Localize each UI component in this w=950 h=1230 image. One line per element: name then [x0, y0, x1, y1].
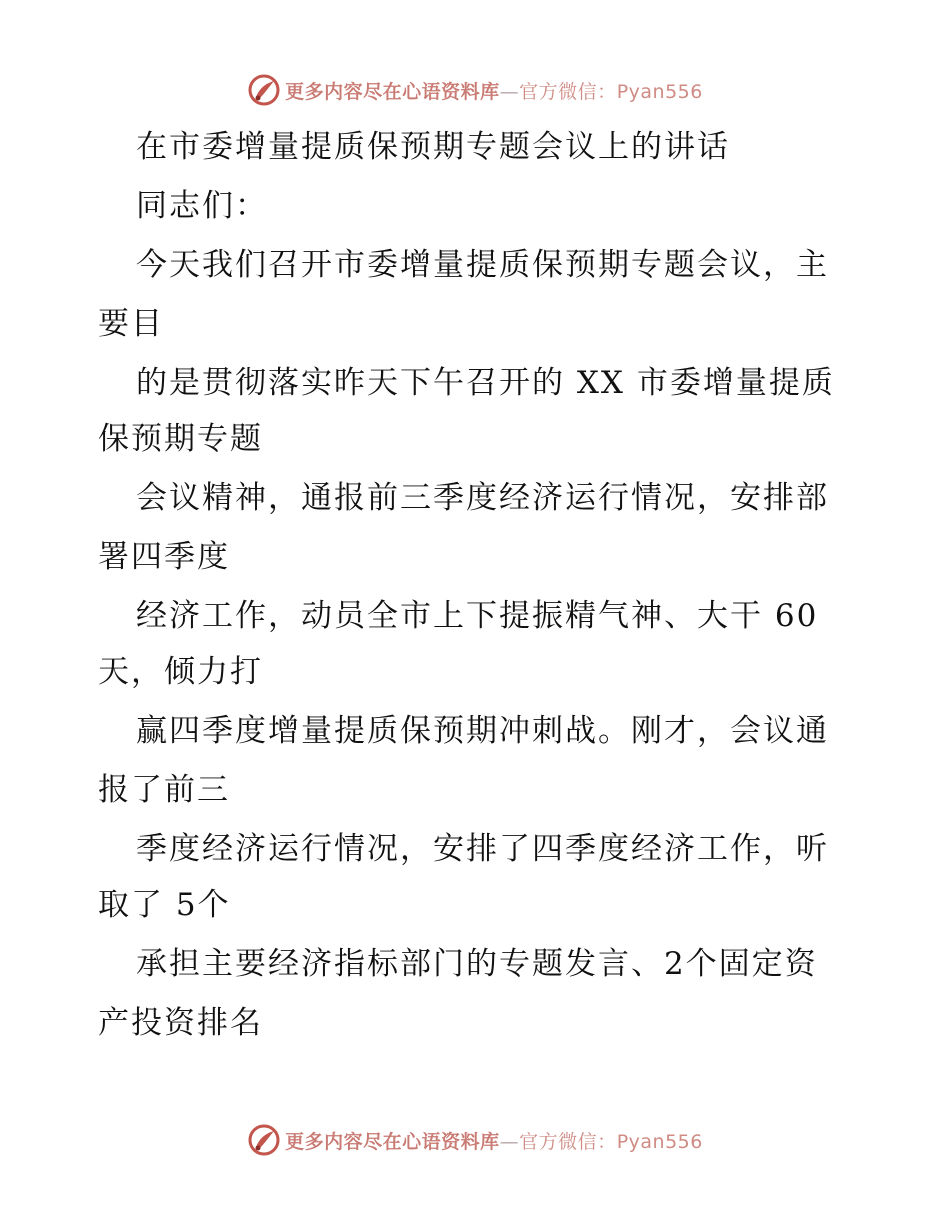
paragraph-line: 的是贯彻落实昨天下午召开的 XX 市委增量提质 [136, 365, 835, 401]
footer-watermark [0, 1120, 950, 1160]
paragraph-line: 今天我们召开市委增量提质保预期专题会议，主 [136, 247, 829, 283]
salutation: 同志们： [136, 188, 268, 224]
watermark-dash: — [499, 80, 520, 103]
ink-brush-logo-icon [247, 73, 281, 107]
paragraph-line: 要目 [98, 306, 164, 342]
watermark-id: Pyan556 [616, 80, 703, 103]
paragraph-line: 会议精神，通报前三季度经济运行情况，安排部 [136, 480, 829, 516]
watermark-sub-text: 官方微信： [519, 1130, 617, 1153]
watermark-dash: — [499, 1130, 520, 1153]
paragraph-line: 经济工作，动员全市上下提振精气神、大干 60 [136, 598, 819, 634]
paragraph-line: 保预期专题 [98, 421, 263, 457]
paragraph-line: 承担主要经济指标部门的专题发言、2个固定资 [136, 946, 818, 982]
watermark-main-text: 更多内容尽在心语资料库 [285, 80, 500, 103]
header-watermark [0, 70, 950, 110]
ink-brush-logo-icon [247, 1123, 281, 1157]
paragraph-line: 季度经济运行情况，安排了四季度经济工作，听 [136, 831, 829, 867]
paragraph-line: 报了前三 [98, 772, 230, 808]
document-title: 在市委增量提质保预期专题会议上的讲话 [136, 129, 730, 165]
paragraph-line: 取了 5个 [98, 887, 231, 923]
watermark-main-text: 更多内容尽在心语资料库 [285, 1130, 500, 1153]
paragraph-line: 产投资排名 [98, 1005, 263, 1041]
paragraph-line: 赢四季度增量提质保预期冲刺战。刚才，会议通 [136, 713, 829, 749]
watermark-sub-text: 官方微信： [519, 80, 617, 103]
paragraph-line: 署四季度 [98, 539, 230, 575]
watermark-id: Pyan556 [616, 1130, 703, 1153]
paragraph-line: 天，倾力打 [98, 654, 263, 690]
